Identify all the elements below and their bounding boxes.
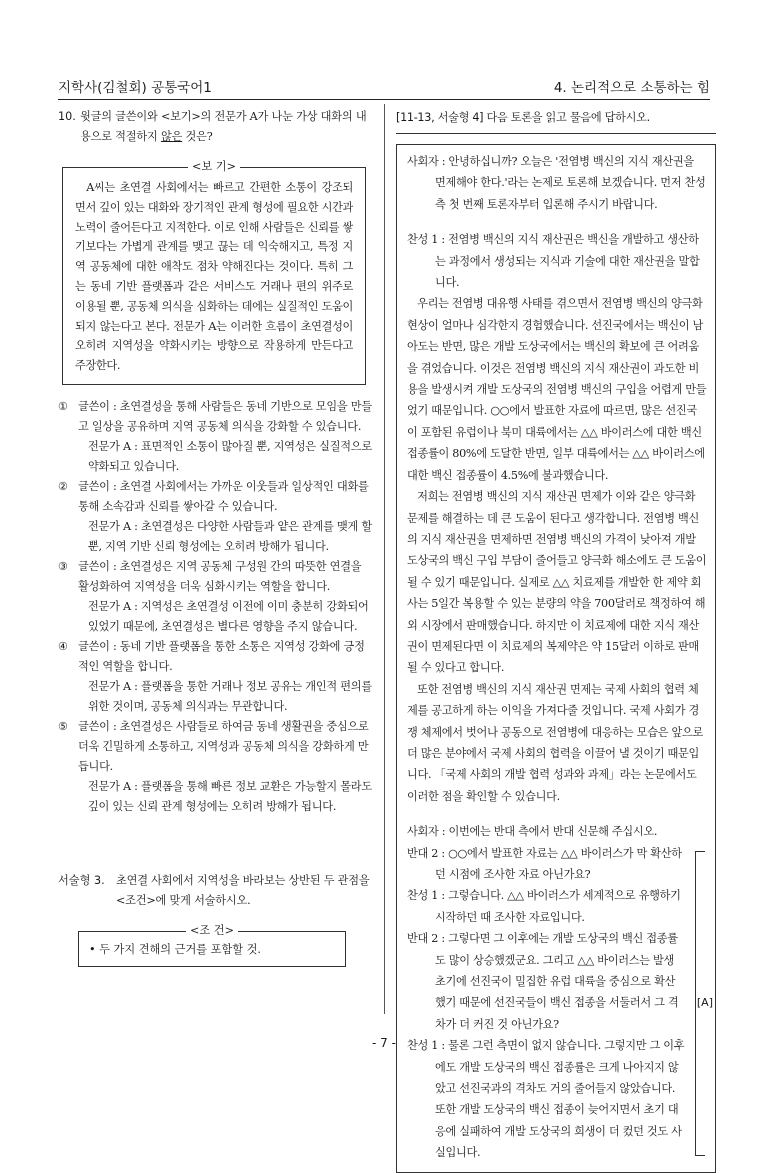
pro1-paragraph-2: 우리는 전염병 대유행 사태를 겪으면서 전염병 백신의 양극화 현상이 얼마나 심각한지 경험했습니다. 선진국에서는 백신이 남아도는 반면, 많은 개발 도상국에서는 백신의 확보에 큰 어려움을 겪었습니다. 이것은 전염병 백신의 지식 재산권이 과도한 비용을 발생시켜 개발 도상국의 전염병 백신의 구입을 어렵게 만들었기 때문입니다. ○○에서 발표한 자료에 따르면, 많은 선진국이 포함된 유럽이나 북미 대륙에서는 △△ 바이러스에 대한 백신 접종률이 80%에 도달한 반면, 일부 대륙에서는 △△ 바이러스에 대한 백신 접종률이 4.5%에 불과했습니다. [407,297,707,482]
choice-expert-line: 전문가 A : 지역성은 초연결성 이전에 이미 충분히 강화되어 있었기 때문에, 초연결성은 별다른 영향을 주지 않습니다. [88,599,369,633]
choice-number: ① [58,399,69,413]
right-column [396,107,716,1173]
choice-4[interactable] [58,637,374,717]
choice-writer-line: 글쓴이 : 초연결성은 사람들로 하여금 동네 생활권을 중심으로 더욱 긴밀하게 소통하고, 지역성과 공동체 의식을 강화하게 만듭니다. [78,719,369,773]
question-set-title: [11-13, 서술형 4] 다음 토론을 읽고 물음에 답하시오. [396,107,716,134]
moderator-opening: 사회자 : 안녕하십니까? 오늘은 '전염병 백신의 지식 재산권을 면제해야 한다.'라는 논제로 토론해 보겠습니다. 먼저 찬성 측 첫 번째 토론자부터 입론해 주시기 바랍니다. [407,155,706,211]
answer-choices [58,397,374,817]
bogi-box [62,160,366,385]
bogi-text: A씨는 초연결 사회에서는 빠르고 간편한 소통이 강조되면서 깊이 있는 대화와 장기적인 관계 형성에 필요한 시간과 노력이 줄어든다고 지적한다. 이로 인해 사람들은 신뢰를 쌓기보다는 가볍게 관계를 맺고 끊는 데 익숙해지고, 특정 지역 공동체에 대한 애착도 점차 약해진다는 것이다. 특히 그는 동네 기반 플랫폼과 같은 서비스도 거래나 편의 위주로 이용될 뿐, 공동체 의식을 심화하는 데에는 실질적인 도움이 되지 않는다고 본다. 전문가 A는 이러한 흐름이 초연결성이 오히려 지역성을 약화시키는 방향으로 작용하게 만든다고 주장한다. [75,181,353,373]
condition-label: <조 건> [186,924,238,937]
pro1-paragraph-4: 또한 전염병 백신의 지식 재산권 면제는 국제 사회의 협력 체제를 공고하게 하는 이익을 가져다줄 것입니다. 국제 사회가 경쟁 체제에서 벗어나 공동으로 전염병에 대응하는 모습은 앞으로 더 많은 분야에서 국제 사회의 협력을 이끌어 낼 것이기 때문입니다. 「국제 사회의 개발 협력 성과와 과제」라는 논문에서도 이러한 점을 확인할 수 있습니다. [407,682,703,803]
essay-prompt: 초연결 사회에서 지역성을 바라보는 상반된 두 관점을 <조건>에 맞게 서술하시오. [116,873,370,907]
condition-box [78,923,346,967]
speaker-label: 반대 2 : [407,846,449,860]
pro1-answer-2: 찬성 1 : 물론 그런 측면이 없지 않습니다. 그렇지만 그 이후에도 개발 도상국의 백신 접종률은 크게 나아지지 않았고 선진국과의 격차도 거의 줄어들지 않았습니다. 또한 개발 도상국의 백신 접종이 늦어지면서 초기 대응에 실패하여 개발 도상국의 희생이 더 컸던 것도 사실입니다. [407,1039,685,1160]
speaker-label: 반대 2 : [407,932,449,946]
speaker-label: 찬성 1 : [407,1039,449,1053]
pro1-constructive-intro: 찬성 1 : 전염병 백신의 지식 재산권은 백신을 개발하고 생산하는 과정에서 생성되는 지식과 기술에 대한 재산권을 말합니다. [407,233,700,290]
essay-question-3 [58,871,374,911]
choice-expert-line: 전문가 A : 초연결성은 다양한 사람들과 얕은 관계를 맺게 할 뿐, 지역 기반 신뢰 형성에는 오히려 방해가 됩니다. [88,519,372,553]
condition-item: • 두 가지 견해의 근거를 포함할 것. [89,942,261,956]
header-book-title: 지학사(김철회) 공통국어1 [58,80,212,96]
choice-expert-line: 전문가 A : 플랫폼을 통해 빠른 정보 교환은 가능할지 몰라도 깊이 있는 신뢰 관계 형성에는 오히려 방해가 됩니다. [88,779,372,813]
bogi-label: <보 기> [188,160,240,173]
moderator-transition: 사회자 : 이번에는 반대 측에서 반대 신문해 주십시오. [407,825,658,839]
choice-3[interactable] [58,557,374,637]
speaker-label: 찬성 1 : [407,233,449,247]
header-divider [58,99,710,100]
choice-expert-line: 전문가 A : 플랫폼을 통한 거래나 정보 공유는 개인적 편의를 위한 것이며, 공동체 의식과는 무관합니다. [88,679,372,713]
pro1-answer-1: 찬성 1 : 그렇습니다. △△ 바이러스가 세계적으로 유행하기 시작하던 때 조사한 자료입니다. [407,889,681,924]
choice-writer-line: 글쓴이 : 초연결성을 통해 사람들은 동네 기반으로 모임을 만들고 일상을 공유하며 지역 공동체 의식을 강화할 수 있습니다. [78,399,372,433]
choice-number: ③ [58,559,69,573]
question-prompt: 윗글의 글쓴이와 <보기>의 전문가 A가 나눈 가상 대화의 내용으로 적절하지 않은 것은? [80,110,367,143]
debate-passage-box [396,144,716,1173]
choice-number: ② [58,479,69,493]
choice-number: ④ [58,639,69,653]
page-header [58,74,710,96]
section-a-label: [A] [696,996,713,1010]
header-unit-title: 4. 논리적으로 소통하는 힘 [553,80,710,96]
choice-1[interactable] [58,397,374,477]
left-column [58,107,374,967]
essay-number: 서술형 3. [58,873,105,887]
choice-number: ⑤ [58,719,69,733]
choice-expert-line: 전문가 A : 표면적인 소통이 많아질 뿐, 지역성은 실질적으로 약화되고 있습니다. [88,439,372,473]
choice-2[interactable] [58,477,374,557]
column-divider [384,104,385,1014]
choice-writer-line: 글쓴이 : 초연결성은 지역 공동체 구성원 간의 따뜻한 연결을 활성화하여 지역성을 더욱 심화시키는 역할을 합니다. [78,559,362,593]
con2-question-2: 반대 2 : 그렇다면 그 이후에는 개발 도상국의 백신 접종률도 많이 상승했겠군요. 그리고 △△ 바이러스는 발생 초기에 선진국이 밀집한 유럽 대륙을 중심으로 확산했기 때문에 선진국들이 백신 접종을 서둘러서 그 격차가 더 커진 것 아닌가요? [407,932,679,1031]
underlined-word: 않은 [160,130,183,143]
pro1-paragraph-3: 저희는 전염병 백신의 지식 재산권 면제가 이와 같은 양극화 문제를 해결하는 데 큰 도움이 된다고 생각합니다. 전염병 백신의 지식 재산권을 면제하면 전염병 백신의 가격이 낮아져 개발 도상국의 백신 구입 부담이 줄어들고 양극화 해소에도 큰 도움이 될 수 있기 때문입니다. 실제로 △△ 치료제를 개발한 한 제약 회사는 5일간 복용할 수 있는 분량의 약을 700달러로 책정하여 해외 시장에서 판매했습니다. 하지만 이 치료제에 대한 지식 재산권이 면제된다면 이 치료제의 복제약은 약 15달러 이하로 판매될 수 있다고 합니다. [407,490,707,675]
choice-5[interactable] [58,717,374,817]
question-number: 10. [58,110,76,123]
speaker-label: 사회자 : [407,825,449,839]
choice-writer-line: 글쓴이 : 동네 기반 플랫폼을 통한 소통은 지역성 강화에 긍정적인 역할을 합니다. [78,639,365,673]
page-number: - 7 - [372,1036,396,1050]
con2-question-1: 반대 2 : ○○에서 발표한 자료는 △△ 바이러스가 막 확산하던 시점에 조사한 자료 아닌가요? [407,846,682,881]
question-10 [58,107,374,147]
speaker-label: 찬성 1 : [407,889,449,903]
cross-examination-section-a [407,843,713,1164]
choice-writer-line: 글쓴이 : 초연결 사회에서는 가까운 이웃들과 일상적인 대화를 통해 소속감과 신뢰를 쌓아갈 수 있습니다. [78,479,369,513]
speaker-label: 사회자 : [407,155,449,168]
